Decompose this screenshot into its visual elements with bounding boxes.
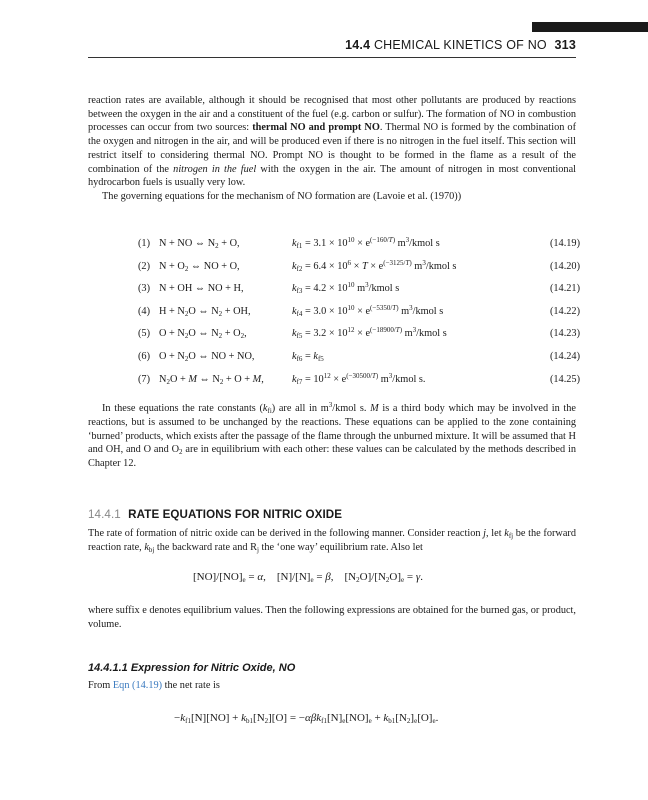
subsection-title: Expression for Nitric Oxide, NO <box>130 662 296 674</box>
definition-equation: $[NO]/[NO]_e = \alpha$, $[N]/[N]_e = \beta$, $[N_2O]/[N_2O]_e = \gamma$. <box>193 571 423 584</box>
equation-row: (6) $O + N_2O$ ⇔ NO + NO, $k_{f6} = k_{f5}$ (14.24) <box>138 350 580 363</box>
page-number: 313 <box>554 38 576 52</box>
header-section-number: 14.4 <box>345 38 371 52</box>
section-title: RATE EQUATIONS FOR NITRIC OXIDE <box>128 508 343 521</box>
equation-row: (5) $O + N_2O$ ⇔ $N_2 + O_2$, $k_{f5} = 3.2 \times 10^{12} \times e^{(-18900/T)}$ $m^3$/kmol s (14.23) <box>138 326 580 341</box>
section-heading <box>88 508 342 521</box>
suffix-paragraph: where suffix e denotes equilibrium values. Then the following expressions are obtained for the burned gas, or product, volume. <box>88 605 576 630</box>
governing-equations-intro: The governing equations for the mechanism of NO formation are (Lavoie et al. (1970)) <box>102 190 462 202</box>
rate-constants-paragraph: In these equations the rate constants $(k_{fi})$ are all in $m^3$/kmol s. M is a third body which may be involved in the reactions, but is assumed to be unchanged by the reactions. These equations can be applied to the zone containing ‘burned’ products, which exists after the passage of the flame through the unburned mixture. It will be assumed that H and OH, and O and $O_2$ are in equilibrium with each other: these values can be calculated by the methods described in Chapter 12. <box>88 401 576 470</box>
section-number: 14.4.1 <box>88 508 121 521</box>
net-rate-equation: $-k_{f1}[N][NO] + k_{b1}[N_2][O] = -\alpha\beta k_{f1}[N]_e[NO]_e + k_{b1}[N_2]_e[O]_e$. <box>174 712 439 725</box>
intro-paragraph: reaction rates are available, although it should be recognised that most other pollutants are produced by reactions between the oxygen in the air and a constituent of the fuel (e.g. carbon or sulfur). The formation of NO in combustion processes can occur from two sources: thermal NO and prompt NO. Thermal NO is formed by the combination of the oxygen and nitrogen in the air, and will be produced even if there is no nitrogen in the fuel itself. This section will restrict itself to considering thermal NO. Prompt NO is thought to be formed in the flame as a result of the combination of the nitrogen in the fuel with the oxygen in the air. The amount of nitrogen in most conventional hydrocarbon fuels is usually very low. <box>88 95 577 189</box>
subsection-number: 14.4.1.1 <box>88 662 128 674</box>
intro-text <box>88 94 576 204</box>
equation-row: (3) N + OH ⇔ NO + H, $k_{f3} = 4.2 \times 10^{10}$ $m^3$/kmol s (14.21) <box>138 281 580 296</box>
reaction-equations <box>128 238 580 396</box>
equation-row: (2) $N + O_2$ ⇔ NO + O, $k_{f2} = 6.4 \times 10^6 \times T \times e^{(-3125/T)}$ $m^3$/kmol s (14.20) <box>138 258 580 273</box>
header-rule <box>88 57 576 58</box>
equation-row: (4) $H + N_2O$ ⇔ $N_2$ + OH, $k_{f4} = 3.0 \times 10^{10} \times e^{(-5350/T)}$ $m^3$/kmol s (14.22) <box>138 303 580 318</box>
equation-row: (1) N + NO ⇔ $N_2 + O$, $k_{f1} = 3.1 \times 10^{10} \times e^{(-160/T)}$ $m^3$/kmol s (14.19) <box>138 236 580 250</box>
equation-reference-link[interactable]: Eqn (14.19) <box>112 680 163 691</box>
running-header <box>345 38 576 52</box>
subsection-paragraph: From Eqn (14.19) the net rate is <box>88 680 220 691</box>
subsection-heading <box>88 662 295 674</box>
header-title: CHEMICAL KINETICS OF NO <box>373 38 547 52</box>
equation-row: (7) $N_2O + M$ ⇔ $N_2 + O + M$, $k_{f7} = 10^{12} \times e^{(-30500/T)}$ $m^3$/kmol s. (14.25) <box>138 371 580 386</box>
header-bar <box>532 22 648 32</box>
section-paragraph: The rate of formation of nitric oxide can be derived in the following manner. Consider reaction j, let $k_{fj}$ be the forward reaction rate, $k_{bj}$ the backward rate and $R_j$ the ‘one way’ equilibrium rate. Also let <box>88 528 576 554</box>
